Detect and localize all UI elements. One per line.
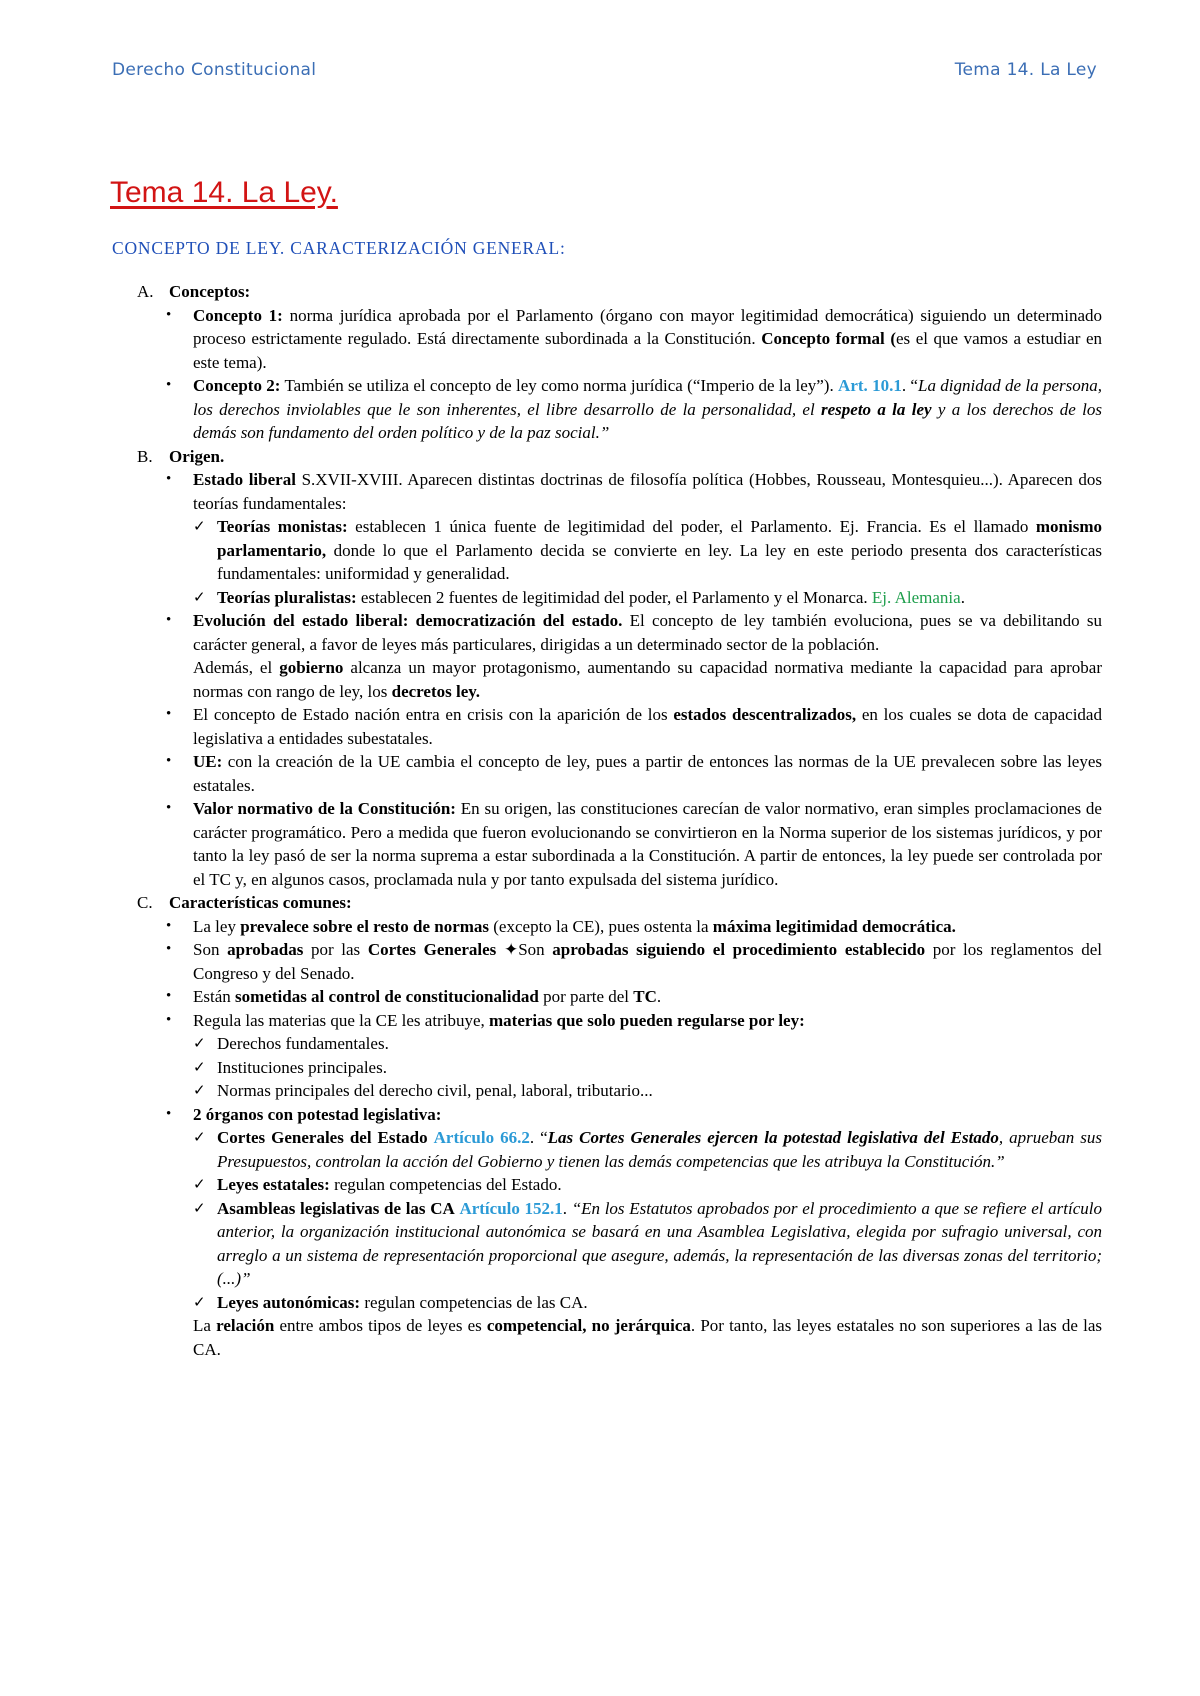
list-item-materia <box>112 1079 1102 1103</box>
item-text: El concepto de ley también evoluciona, pues se va debilitando su carácter general, a favor de leyes más particulares, dirigidas a un determinado sector de la población. <box>193 611 1102 654</box>
emphasis-text: Cortes Generales <box>367 940 497 959</box>
section-b-heading <box>112 445 1102 469</box>
check-icon: ✓ <box>193 1175 206 1193</box>
section-a-marker: A. <box>137 282 154 301</box>
item-text: La <box>193 1316 217 1335</box>
check-icon: ✓ <box>193 1198 206 1217</box>
quote-text: “En los Estatutos aprobados por el procedimiento a que se refiere el artículo anterior, la organización institucional autonómica se basará en una Asamblea Legislativa, elegida por sufragio universal, con arreglo a un sistema de representación proporcional que asegure, además, la representación de las diversas zonas del territorio;(...)” <box>217 1198 1103 1288</box>
emphasis-text: relación <box>216 1316 275 1335</box>
term-label: Estado liberal <box>193 470 296 489</box>
emphasis-text: sometidas al control de constitucionalidad <box>235 987 539 1006</box>
item-text: . <box>656 987 662 1006</box>
item-text: . <box>960 587 965 607</box>
emphasis-text: estados descentralizados, <box>673 705 857 724</box>
item-text: (excepto la CE), pues ostenta la <box>489 916 713 936</box>
term-label: Asambleas legislativas de las CA <box>217 1198 455 1218</box>
list-item-leyes-estatales <box>112 1173 1102 1197</box>
item-text: por los reglamentos del Congreso y del Senado. <box>193 940 1103 983</box>
emphasis-text: TC <box>633 987 657 1006</box>
item-text: En su origen, las constituciones carecían de valor normativo, eran simples proclamaciones de carácter programático. Pero a medida que fueron evolucionando se convirtieron en la Norma superior de los sistemas jurídicos, y por tanto la ley pasó de ser la norma suprema a estar subordinada a la Constitución. A partir de entonces, la ley puede ser controlada por el TC y, en algunos casos, proclamada nula y por tanto expulsada del sistema jurídico. <box>193 799 1102 889</box>
term-label: Concepto 2: <box>193 376 281 395</box>
list-item-concepto-1 <box>112 304 1102 375</box>
item-text: donde lo que el Parlamento decida se convierte en ley. La ley en este periodo presenta dos características fundamentales: uniformidad y generalidad. <box>217 540 1102 583</box>
list-item-control <box>112 985 1102 1009</box>
header-topic: Tema 14. La Ley <box>954 60 1097 80</box>
bullet-icon: • <box>166 917 172 934</box>
section-b-marker: B. <box>137 446 153 466</box>
paragraph-relacion <box>112 1314 1102 1361</box>
check-icon: ✓ <box>193 1292 206 1311</box>
item-text: alcanza un mayor protagonismo, aumentando su capacidad normativa mediante la capacidad para aprobar normas con rango de ley, los <box>193 658 1102 701</box>
list-item-prevalece <box>112 915 1102 939</box>
emphasis-text: competencial, no jerárquica <box>486 1316 691 1335</box>
bullet-icon: • <box>166 800 172 816</box>
item-text: regulan competencias de las CA. <box>360 1292 588 1312</box>
quote-emphasis: Las Cortes Generales ejercen la potestad legislativa del Estado <box>547 1128 999 1147</box>
bullet-icon: • <box>166 306 172 323</box>
item-text: Regula las materias que la CE les atribuye, <box>193 1010 489 1030</box>
term-label: Concepto 1: <box>193 305 283 325</box>
section-heading: CONCEPTO DE LEY. CARACTERIZACIÓN GENERAL: <box>112 238 566 258</box>
quote-text: , aprueban sus Presupuestos, controlan la acción del Gobierno y tienen las demás competencias que les atribuya la Constitución.” <box>217 1128 1102 1171</box>
term-label: Teorías pluralistas: <box>217 587 357 607</box>
emphasis-text: decretos ley. <box>391 681 481 701</box>
section-c-marker: C. <box>137 893 153 912</box>
item-text: Instituciones principales. <box>217 1057 387 1077</box>
list-item-materia <box>112 1032 1102 1056</box>
example-reference: Ej. Alemania <box>871 587 961 607</box>
emphasis-text: gobierno <box>279 658 344 677</box>
header-subject: Derecho Constitucional <box>112 60 317 80</box>
bullet-icon: • <box>166 941 172 957</box>
item-text: . <box>562 1198 572 1218</box>
bullet-icon: • <box>166 706 172 722</box>
check-icon: ✓ <box>193 1057 206 1076</box>
item-text: por parte del <box>538 987 634 1006</box>
bullet-icon: • <box>166 1011 172 1028</box>
bullet-icon: • <box>166 377 172 393</box>
term-label: 2 órganos con potestad legislativa: <box>193 1104 442 1124</box>
term-label: UE: <box>193 752 223 771</box>
list-item-organos <box>112 1103 1102 1127</box>
item-text: Son <box>193 940 228 959</box>
paragraph-gobierno <box>112 656 1102 703</box>
list-item-ue <box>112 750 1102 797</box>
list-item-concepto-2 <box>112 374 1102 445</box>
item-text: El concepto de Estado nación entra en crisis con la aparición de los <box>193 705 674 724</box>
list-item-leyes-autonomicas <box>112 1291 1102 1315</box>
item-text: . “ <box>901 376 918 395</box>
list-item-estado-liberal <box>112 468 1102 515</box>
section-b-label: Origen. <box>169 446 225 466</box>
check-icon: ✓ <box>193 517 206 535</box>
item-text: Están <box>193 987 236 1006</box>
item-text: entre ambos tipos de leyes es <box>274 1316 487 1335</box>
section-a-label: Conceptos: <box>169 282 251 301</box>
check-icon: ✓ <box>193 1034 206 1052</box>
quote-text: La dignidad de la persona, los derechos inviolables que le son inherentes, el libre desarrollo de la personalidad, el <box>193 376 1102 419</box>
section-c-heading <box>112 891 1102 915</box>
article-reference: Art. 10.1 <box>838 376 902 395</box>
emphasis-text: máxima legitimidad democrática. <box>712 916 956 936</box>
list-item-materia <box>112 1056 1102 1080</box>
item-text: ✦Son <box>496 940 553 959</box>
item-text: en los cuales se dota de capacidad legislativa a entidades subestatales. <box>193 705 1102 748</box>
item-text: Derechos fundamentales. <box>217 1034 389 1053</box>
item-text: es el que vamos a estudiar en este tema). <box>193 329 1103 372</box>
check-icon: ✓ <box>193 1128 206 1146</box>
term-label: Leyes estatales: <box>217 1175 330 1194</box>
bullet-icon: • <box>166 612 172 628</box>
page-title: Tema 14. La Ley. <box>110 176 338 209</box>
term-label: Teorías monistas: <box>217 517 348 536</box>
list-item-evolucion <box>112 609 1102 656</box>
list-item-valor-normativo <box>112 797 1102 891</box>
item-text: También se utiliza el concepto de ley como norma jurídica (“Imperio de la ley”). <box>280 376 839 395</box>
item-text: Además, el <box>193 658 280 677</box>
item-text: establecen 2 fuentes de legitimidad del poder, el Parlamento y el Monarca. <box>356 587 872 607</box>
check-icon: ✓ <box>193 587 206 606</box>
item-text: Normas principales del derecho civil, penal, laboral, tributario... <box>217 1081 653 1100</box>
document-body <box>112 280 1102 1361</box>
item-text: establecen 1 única fuente de legitimidad del poder, el Parlamento. Ej. Francia. Es el llamado <box>347 517 1036 536</box>
emphasis-text: aprobadas siguiendo el procedimiento establecido <box>552 940 926 959</box>
bullet-icon: • <box>166 471 172 487</box>
quote-text: y a los derechos de los demás son fundamento del orden político y de la paz social.” <box>193 399 1102 442</box>
bullet-icon: • <box>166 988 172 1004</box>
term-label: Valor normativo de la Constitución: <box>193 799 456 818</box>
section-c-label: Características comunes: <box>169 893 352 912</box>
emphasis-text: Concepto formal ( <box>761 329 896 348</box>
list-item-materias <box>112 1009 1102 1033</box>
bullet-icon: • <box>166 1105 172 1122</box>
quote-emphasis: respeto a la ley <box>821 399 932 419</box>
list-item-pluralistas <box>112 586 1102 610</box>
check-icon: ✓ <box>193 1081 206 1099</box>
list-item-cortes-generales <box>112 1126 1102 1173</box>
item-text: norma jurídica aprobada por el Parlamento (órgano con mayor legitimidad democrática) siguiendo un determinado proceso estrictamente regulado. Está directamente subordinada a la Constitución. <box>193 305 1102 348</box>
item-text: . “ <box>529 1128 548 1147</box>
emphasis-text: monismo parlamentario, <box>217 517 1102 560</box>
item-text: regulan competencias del Estado. <box>329 1175 562 1194</box>
article-reference: Artículo 152.1 <box>459 1198 563 1218</box>
emphasis-text: prevalece sobre el resto de normas <box>240 916 490 936</box>
bullet-icon: • <box>166 753 172 769</box>
section-a-heading <box>112 280 1102 304</box>
list-item-asambleas <box>112 1197 1102 1291</box>
list-item-aprobadas <box>112 938 1102 985</box>
term-label: Cortes Generales del Estado <box>217 1128 428 1147</box>
list-item-monistas <box>112 515 1102 586</box>
term-label: Evolución del estado liberal: democratización del estado. <box>193 611 623 630</box>
list-item-estado-nacion <box>112 703 1102 750</box>
item-text: con la creación de la UE cambia el concepto de ley, pues a partir de entonces las normas de la UE prevalecen sobre las leyes estatales. <box>193 752 1102 795</box>
emphasis-text: aprobadas <box>227 940 304 959</box>
term-label: Leyes autonómicas: <box>217 1292 361 1312</box>
item-text: La ley <box>193 916 241 936</box>
item-text: por las <box>303 940 368 959</box>
emphasis-text: materias que solo pueden regularse por ley: <box>489 1010 805 1030</box>
article-reference: Artículo 66.2 <box>433 1128 530 1147</box>
item-text: . Por tanto, las leyes estatales no son superiores a las de las CA. <box>193 1316 1102 1359</box>
item-text: S.XVII-XVIII. Aparecen distintas doctrinas de filosofía política (Hobbes, Rousseau, Montesquieu...). Aparecen dos teorías fundamentales: <box>193 470 1102 513</box>
